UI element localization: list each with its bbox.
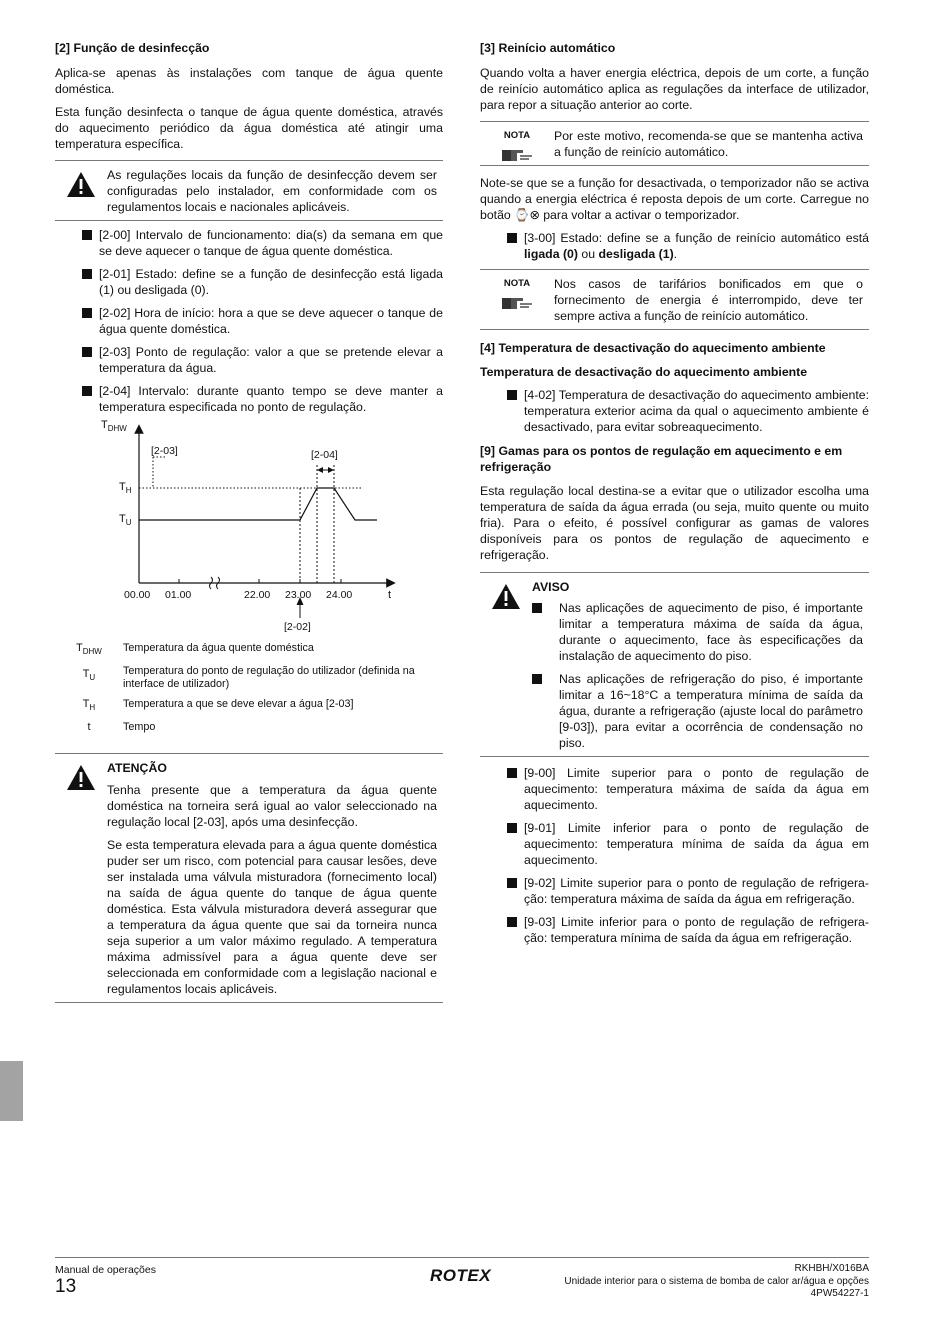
list-item: [2-04] Intervalo: durante quanto tempo se deve manter a temperatura especificada no ponto de regulação. (82, 383, 443, 415)
warning-triangle-icon (480, 573, 532, 756)
page-edge-tab (0, 1061, 23, 1121)
warning-box (55, 160, 443, 221)
tick-label: 01.00 (165, 589, 192, 601)
list-item: [3-00] Estado: define se a função de reinício automático está ligada (0) ou desligada (1). (507, 230, 869, 262)
note-text: Por este motivo, recomenda-se que se mantenha activa a função de reinício automático. (554, 129, 863, 159)
model-code: RKHBH/X016BA (794, 1263, 869, 1274)
section-9-title: [9] Gamas para os pontos de regulação em aquecimento e em refrigeração (480, 444, 843, 474)
list-item: Nas aplicações de refrigeração do piso, é importante limitar a 16~18°C a temperatura mínima de saída da água, durante a refrigeração (ajuste local do parâmetro [9-03]), para evitar a ocorrência de condensação no piso. (532, 671, 863, 751)
legend-item: $T_U$ Temperatura do ponto de regulação do utilizador (definida na interface de utilizador) (82, 665, 415, 691)
aviso-title: AVISO (532, 580, 570, 594)
left-column (55, 40, 443, 996)
warning-text: As regulações locais da função de desinfecção devem ser configuradas pelo instalador, em conformidade com os regulamentos locais e nacionales aplicáveis. (107, 168, 437, 214)
footer-manual-title: Manual de operações (55, 1264, 156, 1276)
section-2-paragraph-2: Esta função desinfecta o tanque de água quente doméstica, através do aquecimento periódico da água doméstica até atingir uma temperatura específica. (55, 105, 443, 151)
legend-item: $T_H$ Temperatura a que se deve elevar a água [2-03] (82, 698, 354, 713)
list-item: [4-02] Temperatura de desactivação do aquecimento ambiente: temperatura exterior acima da qual o aquecimento ambiente é desactivado, para evitar sobreaquecimento. (507, 387, 869, 435)
legend-item: t Tempo (87, 721, 156, 734)
rotex-logo (430, 1266, 492, 1288)
note-text: Nos casos de tarifários bonificados em que o fornecimento de energia é interrompido, deve ter sempre activa a função de reinício automático. (554, 277, 863, 323)
page-number: 13 (55, 1276, 77, 1297)
section-2-paragraph-1: Aplica-se apenas às instalações com tanque de água quente doméstica. (55, 66, 443, 96)
parameter-list (55, 227, 443, 415)
list-item: [2-00] Intervalo de funcionamento: dia(s) da semana em que se deve aquecer o tanque de água quente doméstica. (82, 227, 443, 259)
label-2-02: [2-02] (284, 621, 311, 633)
attention-paragraph-1: Tenha presente que a temperatura da água quente doméstica na torneira será igual ao valor seleccionado na regulação local [2-03], após uma desinfecção. (107, 783, 437, 829)
warning-triangle-icon (55, 161, 107, 220)
aviso-box (480, 572, 869, 757)
note-box (480, 121, 869, 166)
footer-document-info (564, 1263, 869, 1301)
list-item: [9-00] Limite superior para o ponto de regulação de aquecimento: temperatura máxima de saída da água em aquecimento. (507, 765, 869, 813)
list-item: [9-02] Limite superior para o ponto de regulação de refrigera- ção: temperatura máxima de saída da água em refrigeração. (507, 875, 869, 907)
th-label: $T_H$ (119, 481, 132, 496)
warning-triangle-icon (55, 754, 107, 1002)
section-3-paragraph-1: Quando volta a haver energia eléctrica, depois de um corte, a função de reinício automático aplica as regulações da interface de utilizador, para repor a situação anterior ao corte. (480, 66, 869, 112)
logo-text: ROTEX (430, 1266, 492, 1284)
diagram-legend (55, 642, 443, 741)
section-4-subtitle: Temperatura de desactivação do aquecimento ambiente (480, 365, 808, 379)
list-item: Nas aplicações de aquecimento de piso, é importante limitar a temperatura máxima de saída da água, durante o aquecimento, face às especificações da instalação de aquecimento do piso. (532, 600, 863, 664)
list-item: [9-03] Limite inferior para o ponto de regulação de refrigera- ção: temperatura mínima de saída da água em refrigeração. (507, 914, 869, 946)
footer-divider (55, 1257, 869, 1258)
right-column (480, 40, 869, 953)
document-code: 4PW54227-1 (810, 1288, 869, 1299)
section-9-paragraph: Esta regulação local destina-se a evitar que o utilizador escolha uma temperatura de saída da água errada (ou seja, muito quente ou muito fria). Para o efeito, é possível configurar as gamas de valores disponíveis para os pontos de regulação de aquecimento e refrigeração. (480, 484, 869, 562)
section-2-title: [2] Função de desinfecção (55, 41, 210, 55)
section-3-paragraph-2: Note-se que se a função for desactivada, o temporizador não se activa quando a energia eléctrica é reposta depois de um corte. Carregue no botão ⌚⊗ para voltar a activar o temporizador. (480, 176, 869, 222)
attention-box (55, 753, 443, 1003)
list-item: [9-01] Limite inferior para o ponto de regulação de aquecimento: temperatura mínima de saída da água em aquecimento. (507, 820, 869, 868)
attention-title: ATENÇÃO (107, 761, 167, 775)
x-axis-label: t (388, 589, 392, 601)
section-9-list (480, 765, 869, 946)
note-hand-icon: NOTA (480, 270, 554, 329)
note-box (480, 269, 869, 330)
label-2-04: [2-04] (311, 449, 338, 461)
legend-item: $T_{DHW}$ Temperatura da água quente doméstica (76, 642, 314, 657)
tick-label: 00.00 (124, 589, 151, 601)
section-4-title: [4] Temperatura de desactivação do aquecimento ambiente (480, 341, 826, 355)
document-description: Unidade interior para o sistema de bomba de calor ar/água e opções (564, 1275, 869, 1287)
tu-label: $T_U$ (119, 513, 132, 528)
disinfection-diagram (55, 415, 443, 635)
list-item: [2-01] Estado: define se a função de desinfecção está ligada (1) ou desligada (0). (82, 266, 443, 298)
tick-label: 22.00 (244, 589, 271, 601)
tick-label: 23.00 (285, 589, 312, 601)
y-axis-label: $T_{DHW}$ (101, 419, 127, 434)
tick-label: 24.00 (326, 589, 353, 601)
note-hand-icon: NOTA (480, 122, 554, 165)
label-2-03: [2-03] (151, 445, 178, 457)
list-item: [2-03] Ponto de regulação: valor a que se pretende elevar a temperatura da água. (82, 344, 443, 376)
attention-paragraph-2: Se esta temperatura elevada para a água quente doméstica puder ser um risco, com potencial para causar lesões, deve ser instalada uma válvula misturadora (fornecimento local) na saída de água quente do tanque de água quente doméstica. Esta válvula misturadora deverá assegurar que a temperatura da água quente que sai da torneira nunca seja superior a um valor máximo regulado. A temperatura máxima admissível para a água quente deve ser seleccionada em conformidade com a legislação nacional e regulamentos locais aplicáveis. (107, 838, 437, 996)
section-3-title: [3] Reinício automático (480, 41, 616, 55)
list-item: [2-02] Hora de início: hora a que se deve aquecer o tanque de água quente doméstica. (82, 305, 443, 337)
